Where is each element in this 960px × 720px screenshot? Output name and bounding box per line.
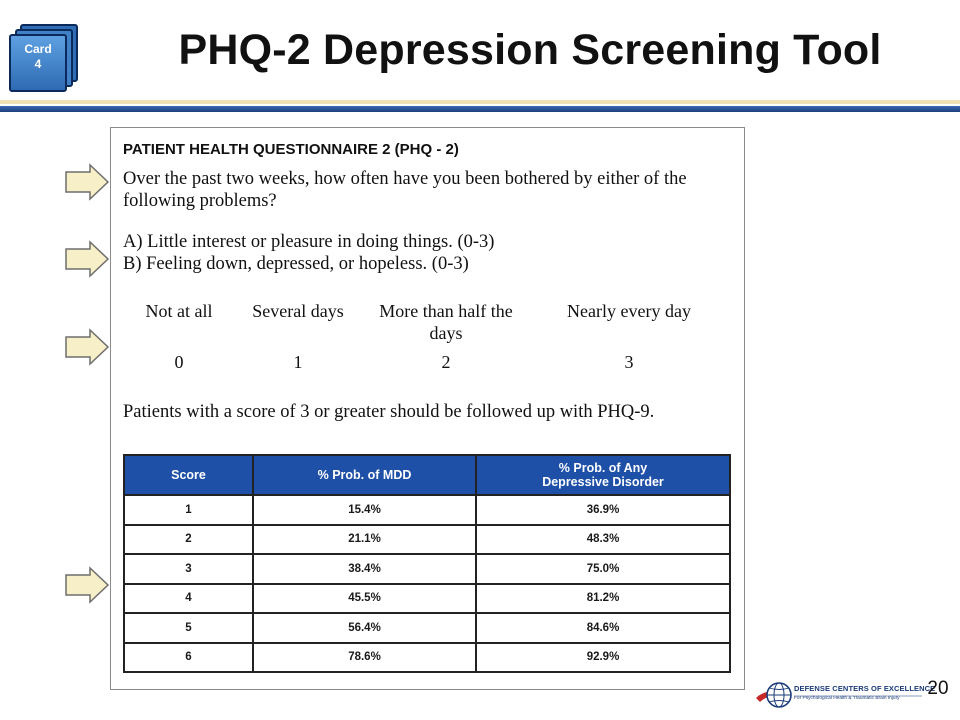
card-badge: [4, 22, 84, 96]
scale-label-not-at-all: Not at all: [145, 301, 213, 321]
prob-any-cell: 48.3%: [476, 525, 730, 555]
table-row: [124, 525, 730, 555]
title-rule: [0, 106, 960, 112]
prob-mdd-cell: 38.4%: [253, 554, 476, 584]
table-header-row: [124, 455, 730, 495]
prob-any-cell: 75.0%: [476, 554, 730, 584]
score-cell: 4: [124, 584, 253, 614]
question-item-a: A) Little interest or pleasure in doing things. (0-3): [123, 232, 495, 252]
card-label: [9, 34, 67, 72]
question-intro: Over the past two weeks, how often have you been bothered by either of the following problems?: [123, 169, 687, 211]
card-label-line1: Card: [24, 42, 52, 56]
prob-mdd-cell: 21.1%: [253, 525, 476, 555]
page-number: 20: [927, 678, 949, 699]
title-rule-accent: [0, 100, 960, 104]
right-arrow-icon: [64, 163, 110, 201]
score-cell: 2: [124, 525, 253, 555]
org-subtitle: For Psychological Health & Traumatic Brain Injury: [794, 696, 900, 701]
table-row: [124, 554, 730, 584]
scale-label-several-days: Several days: [252, 301, 344, 321]
prob-mdd-cell: 15.4%: [253, 495, 476, 525]
scale-value-3: 3: [624, 352, 634, 372]
prob-any-cell: 36.9%: [476, 495, 730, 525]
score-cell: 1: [124, 495, 253, 525]
column-header-prob-any-label: % Prob. of Any Depressive Disorder: [542, 461, 664, 489]
slide-title: PHQ-2 Depression Screening Tool: [178, 26, 882, 74]
phq2-document: [110, 127, 745, 690]
scale-value-0: 0: [174, 352, 184, 372]
prob-any-cell: 84.6%: [476, 613, 730, 643]
table-row: [124, 643, 730, 673]
table-row: [124, 495, 730, 525]
column-header-prob-mdd: % Prob. of MDD: [253, 455, 476, 495]
right-arrow-icon: [64, 240, 110, 278]
table-row: [124, 613, 730, 643]
document-heading: PATIENT HEALTH QUESTIONNAIRE 2 (PHQ - 2): [123, 141, 459, 158]
score-cell: 5: [124, 613, 253, 643]
score-cell: 6: [124, 643, 253, 673]
prob-mdd-cell: 78.6%: [253, 643, 476, 673]
right-arrow-icon: [64, 566, 110, 604]
prob-any-cell: 92.9%: [476, 643, 730, 673]
scale-value-2: 2: [441, 352, 451, 372]
scale-value-1: 1: [293, 352, 303, 372]
org-name: DEFENSE CENTERS OF EXCELLENCE: [794, 684, 936, 693]
followup-note: Patients with a score of 3 or greater should be followed up with PHQ-9.: [123, 402, 655, 422]
table-row: [124, 584, 730, 614]
scale-label-more-than-half: More than half the days: [379, 301, 513, 343]
prob-mdd-cell: 56.4%: [253, 613, 476, 643]
column-header-score: Score: [124, 455, 253, 495]
question-item-b: B) Feeling down, depressed, or hopeless. (0-3): [123, 254, 469, 274]
prob-mdd-cell: 45.5%: [253, 584, 476, 614]
score-probability-table: [123, 454, 731, 673]
prob-any-cell: 81.2%: [476, 584, 730, 614]
table-body: [124, 495, 730, 672]
card-label-line2: 4: [34, 57, 42, 71]
question-items: [123, 231, 494, 275]
score-cell: 3: [124, 554, 253, 584]
right-arrow-icon: [64, 328, 110, 366]
column-header-prob-any: [476, 455, 730, 495]
scale-label-nearly-every-day: Nearly every day: [567, 301, 691, 321]
